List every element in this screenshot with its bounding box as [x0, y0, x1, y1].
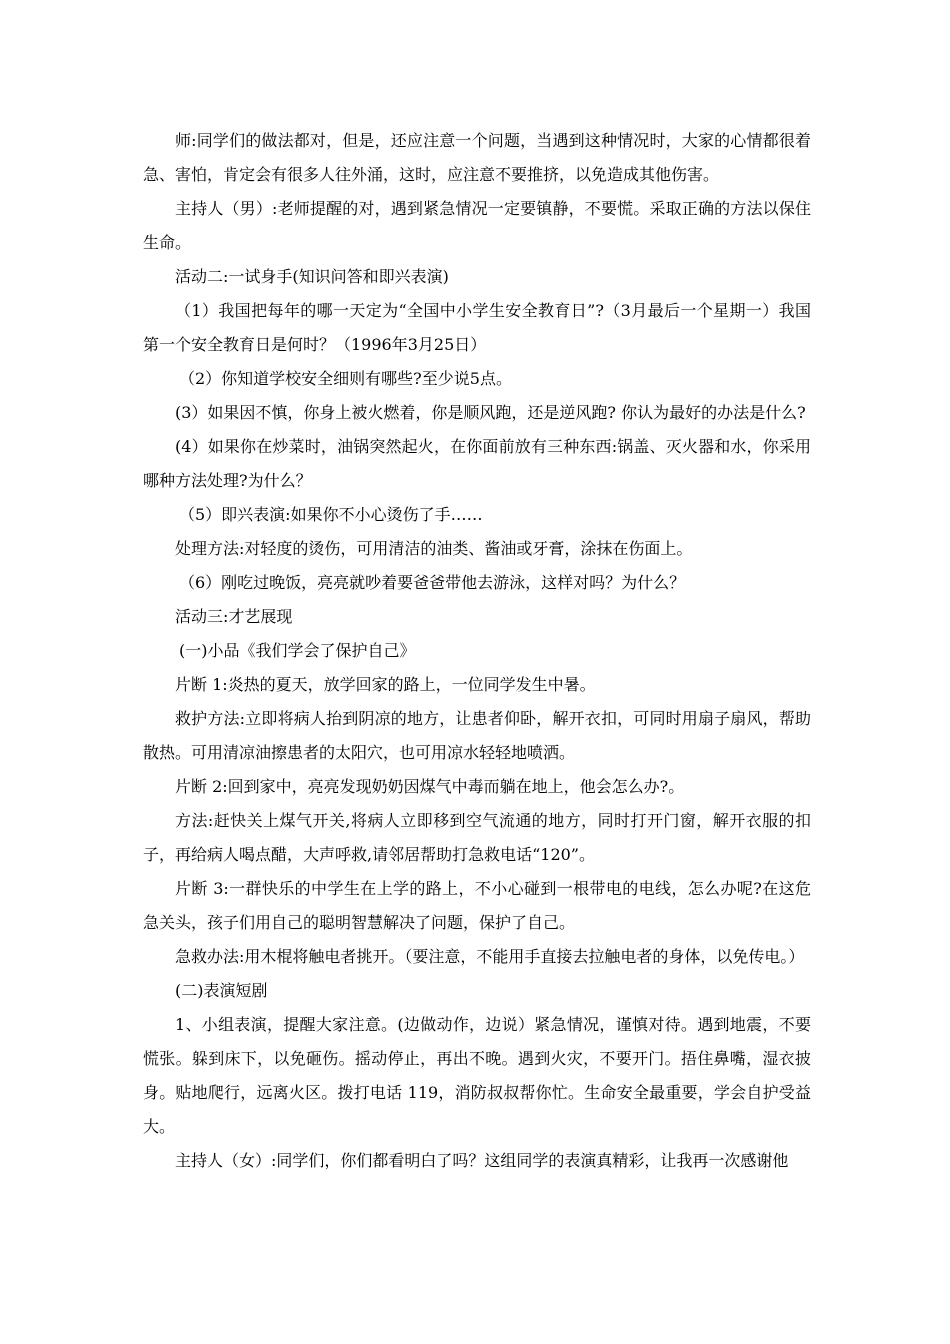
paragraph-group-performance: 1、小组表演，提醒大家注意。(边做动作，边说）紧急情况，谨慎对待。遇到地震，不要慌张。躲到床下，以免砸伤。摇动停止，再出不晚。遇到火灾，不要开门。捂住鼻嘴，湿衣披身。贴地爬行，远离火区。拨打电话 119，消防叔叔帮你忙。生命安全最重要，学会自护受益大。: [143, 1015, 811, 1136]
paragraph-teacher-reminder: 师:同学们的做法都对，但是，还应注意一个问题，当遇到这种情况时，大家的心情都很着急、害怕，肯定会有很多人往外涌，这时，应注意不要推挤，以免造成其他伤害。: [143, 131, 811, 184]
paragraph-short-play-heading: (二)表演短剧: [175, 981, 268, 1000]
paragraph-burn-treatment: 处理方法:对轻度的烫伤，可用清洁的油类、酱油或牙膏，涂抹在伤面上。: [175, 539, 693, 558]
paragraph-skit-title: (一)小品《我们学会了保护自己》: [179, 641, 416, 660]
paragraph-question-6: （6）刚吃过晚饭，亮亮就吵着要爸爸带他去游泳，这样对吗？为什么？: [179, 573, 686, 592]
paragraph-activity-two-heading: 活动二:一试身手(知识问答和即兴表演): [175, 267, 449, 286]
paragraph-host-male: 主持人（男）:老师提醒的对，遇到紧急情况一定要镇静，不要慌。采取正确的方法以保住生命。: [143, 199, 811, 252]
paragraph-question-5: （5）即兴表演:如果你不小心烫伤了手……: [179, 505, 483, 524]
paragraph-activity-three-heading: 活动三:才艺展现: [175, 607, 293, 626]
paragraph-segment-3: 片断 3:一群快乐的中学生在上学的路上，不小心碰到一根带电的电线，怎么办呢?在这危急关头，孩子们用自己的聪明智慧解决了问题，保护了自己。: [143, 879, 811, 932]
document-body: [143, 124, 811, 1178]
paragraph-question-3: (3）如果因不慎，你身上被火燃着，你是顺风跑，还是逆风跑? 你认为最好的办法是什么?: [175, 403, 806, 422]
paragraph-segment-2: 片断 2:回到家中，亮亮发现奶奶因煤气中毒而躺在地上，他会怎么办?。: [175, 777, 685, 796]
paragraph-question-2: （2）你知道学校安全细则有哪些?至少说5点。: [179, 369, 512, 388]
paragraph-electric-shock-rescue: 急救办法:用木棍将触电者挑开。（要注意，不能用手直接去拉触电者的身体，以免传电。）: [175, 947, 805, 966]
paragraph-heatstroke-rescue: 救护方法:立即将病人抬到阴凉的地方，让患者仰卧，解开衣扣，可同时用扇子扇风，帮助散热。可用清凉油擦患者的太阳穴，也可用凉水轻轻地喷洒。: [143, 709, 811, 762]
paragraph-host-female: 主持人（女）:同学们，你们都看明白了吗？这组同学的表演真精彩，让我再一次感谢他: [175, 1151, 789, 1170]
paragraph-gas-poisoning-method: 方法:赶快关上煤气开关,将病人立即移到空气流通的地方，同时打开门窗，解开衣服的扣子，再给病人喝点醋，大声呼救,请邻居帮助打急救电话“120”。: [143, 811, 811, 864]
paragraph-segment-1: 片断 1:炎热的夏天，放学回家的路上，一位同学发生中暑。: [175, 675, 596, 694]
paragraph-question-4: (4）如果你在炒菜时，油锅突然起火，在你面前放有三种东西:锅盖、灭火器和水，你采用哪种方法处理?为什么？: [143, 437, 811, 490]
paragraph-question-1: （1）我国把每年的哪一天定为“全国中小学生安全教育日”?（3月最后一个星期一）我国第一个安全教育日是何时？（1996年3月25日）: [143, 301, 811, 354]
